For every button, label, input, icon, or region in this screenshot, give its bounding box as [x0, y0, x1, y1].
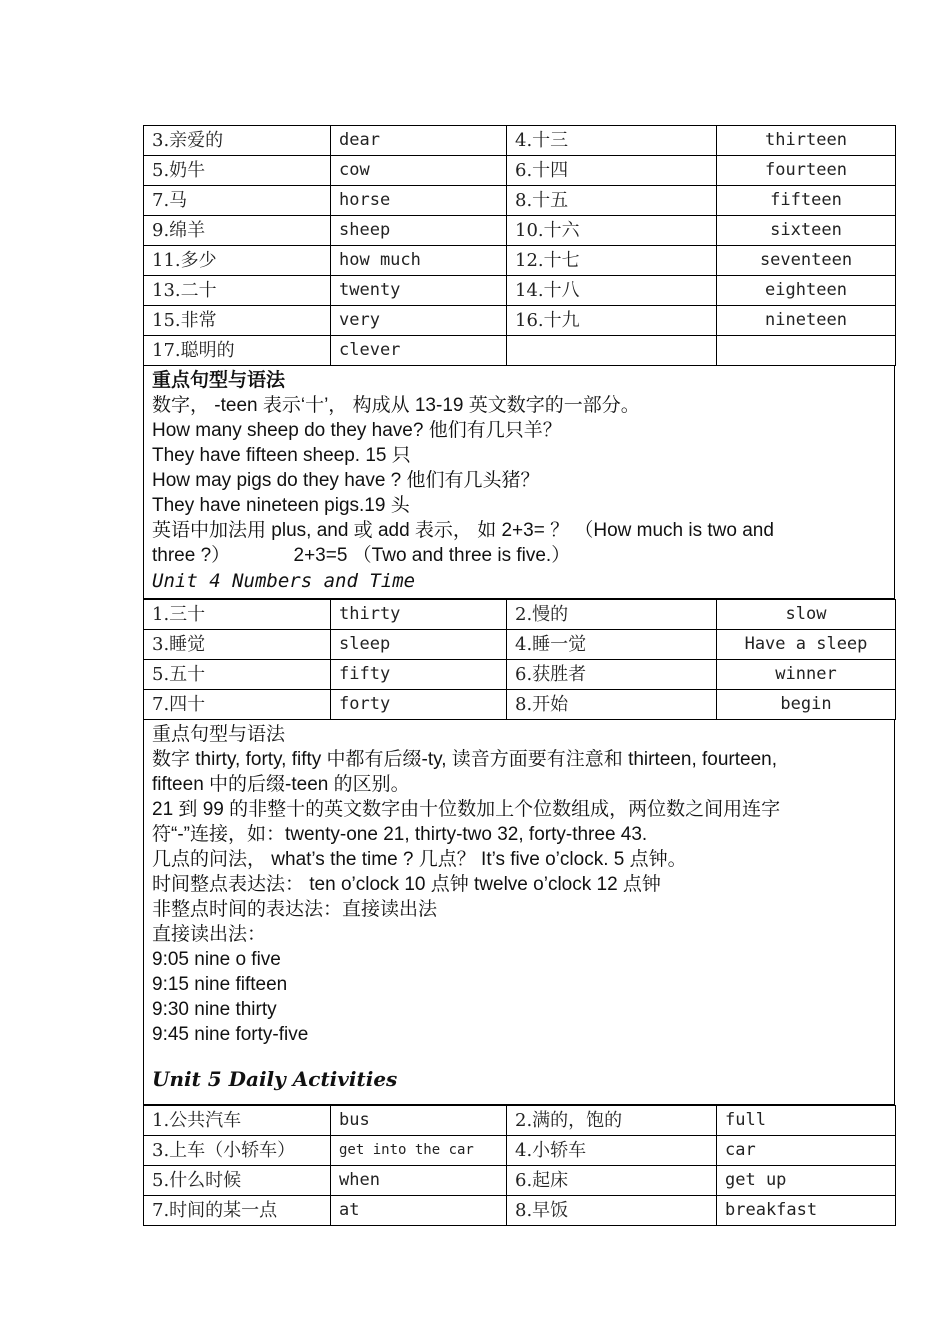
grammar-line: 数字 thirty, forty, fifty 中都有后缀-ty, 读音方面要有注意和 thirteen, fourteen,: [152, 749, 777, 770]
table-row: [144, 306, 896, 336]
chinese-term-cell: 4.睡一觉: [507, 630, 717, 660]
grammar-line: three ?） 2+3=5 （Two and three is five.）: [152, 545, 571, 566]
unit-4-title: Unit 4 Numbers and Time: [152, 570, 416, 592]
grammar-line: 21 到 99 的非整十的英文数字由十位数加上个位数组成，两位数之间用连字: [152, 799, 781, 820]
table-row: [144, 630, 896, 660]
grammar-line: 9:05 nine o five: [152, 949, 281, 970]
grammar-line: 时间整点表达法： ten o’clock 10 点钟 twelve o’clock 12 点钟: [152, 874, 661, 895]
table-row: [144, 660, 896, 690]
english-term-cell: twenty: [331, 276, 507, 306]
chinese-term-cell: 4.小轿车: [507, 1136, 717, 1166]
grammar-line: 符“-”连接，如：twenty-one 21, thirty-two 32, forty-three 43.: [152, 824, 648, 845]
unit-5-title: Unit 5 Daily Activities: [152, 1067, 398, 1091]
chinese-term-cell: 6.十四: [507, 156, 717, 186]
chinese-term-cell: 5.五十: [144, 660, 331, 690]
english-term-cell: nineteen: [717, 306, 896, 336]
english-term-cell: slow: [717, 600, 896, 630]
chinese-term-cell: 7.时间的某一点: [144, 1196, 331, 1226]
grammar-line: 几点的问法， what’s the time ? 几点？ It’s five o’clock. 5 点钟。: [152, 849, 687, 870]
grammar-line: 直接读出法：: [152, 924, 267, 945]
table-row: [144, 186, 896, 216]
chinese-term-cell: 7.四十: [144, 690, 331, 720]
grammar-line: How may pigs do they have ? 他们有几头猪？: [152, 470, 540, 491]
english-term-cell: thirty: [331, 600, 507, 630]
english-term-cell: when: [331, 1166, 507, 1196]
chinese-term-cell: 10.十六: [507, 216, 717, 246]
section-heading: 重点句型与语法: [152, 370, 286, 391]
english-term-cell: dear: [331, 126, 507, 156]
grammar-line: They have fifteen sheep. 15 只: [152, 445, 411, 466]
english-term-cell: full: [717, 1106, 896, 1136]
chinese-term-cell: 4.十三: [507, 126, 717, 156]
grammar-line: fifteen 中的后缀-teen 的区别。: [152, 774, 410, 795]
chinese-term-cell: 6.获胜者: [507, 660, 717, 690]
table-row: [144, 276, 896, 306]
grammar-line: 英语中加法用 plus, and 或 add 表示， 如 2+3= ？ （How much is two and: [152, 520, 774, 541]
table-row: [144, 1196, 896, 1226]
english-term-cell: sheep: [331, 216, 507, 246]
grammar-line: 非整点时间的表达法：直接读出法: [152, 899, 438, 920]
english-term-cell: how much: [331, 246, 507, 276]
english-term-cell: get up: [717, 1166, 896, 1196]
chinese-term-cell: 1.三十: [144, 600, 331, 630]
chinese-term-cell: 5.奶牛: [144, 156, 331, 186]
vocab-table-3: [143, 1105, 896, 1226]
english-term-cell: forty: [331, 690, 507, 720]
table-row: [144, 156, 896, 186]
english-term-cell: [717, 336, 896, 366]
english-term-cell: fifty: [331, 660, 507, 690]
chinese-term-cell: 3.睡觉: [144, 630, 331, 660]
english-term-cell: clever: [331, 336, 507, 366]
grammar-line: 9:15 nine fifteen: [152, 974, 288, 995]
chinese-term-cell: [507, 336, 717, 366]
grammar-section-2: [143, 720, 895, 1105]
document-page: [143, 125, 895, 1226]
grammar-line: They have nineteen pigs.19 头: [152, 495, 410, 516]
english-term-cell: Have a sleep: [717, 630, 896, 660]
chinese-term-cell: 14.十八: [507, 276, 717, 306]
chinese-term-cell: 1.公共汽车: [144, 1106, 331, 1136]
grammar-line: How many sheep do they have? 他们有几只羊？: [152, 420, 562, 441]
table-row: [144, 1136, 896, 1166]
grammar-line: 数字， -teen 表示‘十’， 构成从 13-19 英文数字的一部分。: [152, 395, 640, 416]
table-row: [144, 690, 896, 720]
vocab-table-1: [143, 125, 896, 366]
chinese-term-cell: 16.十九: [507, 306, 717, 336]
english-term-cell: sleep: [331, 630, 507, 660]
english-term-cell: cow: [331, 156, 507, 186]
chinese-term-cell: 9.绵羊: [144, 216, 331, 246]
chinese-term-cell: 12.十七: [507, 246, 717, 276]
chinese-term-cell: 15.非常: [144, 306, 331, 336]
english-term-cell: bus: [331, 1106, 507, 1136]
english-term-cell: fifteen: [717, 186, 896, 216]
grammar-line: 9:45 nine forty-five: [152, 1024, 309, 1045]
chinese-term-cell: 8.十五: [507, 186, 717, 216]
english-term-cell: at: [331, 1196, 507, 1226]
chinese-term-cell: 11.多少: [144, 246, 331, 276]
grammar-line: 9:30 nine thirty: [152, 999, 277, 1020]
chinese-term-cell: 3.亲爱的: [144, 126, 331, 156]
table-row: [144, 1106, 896, 1136]
chinese-term-cell: 3.上车（小轿车）: [144, 1136, 331, 1166]
chinese-term-cell: 6.起床: [507, 1166, 717, 1196]
section-heading: 重点句型与语法: [152, 724, 286, 745]
chinese-term-cell: 5.什么时候: [144, 1166, 331, 1196]
table-row: [144, 216, 896, 246]
english-term-cell: car: [717, 1136, 896, 1166]
english-term-cell: horse: [331, 186, 507, 216]
table-row: [144, 600, 896, 630]
english-term-cell: winner: [717, 660, 896, 690]
chinese-term-cell: 7.马: [144, 186, 331, 216]
table-row: [144, 1166, 896, 1196]
english-term-cell: begin: [717, 690, 896, 720]
chinese-term-cell: 17.聪明的: [144, 336, 331, 366]
english-term-cell: fourteen: [717, 156, 896, 186]
chinese-term-cell: 8.开始: [507, 690, 717, 720]
chinese-term-cell: 2.慢的: [507, 600, 717, 630]
table-row: [144, 126, 896, 156]
english-term-cell: eighteen: [717, 276, 896, 306]
english-term-cell: very: [331, 306, 507, 336]
english-term-cell: thirteen: [717, 126, 896, 156]
chinese-term-cell: 13.二十: [144, 276, 331, 306]
chinese-term-cell: 8.早饭: [507, 1196, 717, 1226]
table-row: [144, 246, 896, 276]
english-term-cell: breakfast: [717, 1196, 896, 1226]
english-term-cell: sixteen: [717, 216, 896, 246]
vocab-table-2: [143, 599, 896, 720]
english-term-cell: get into the car: [331, 1136, 507, 1166]
chinese-term-cell: 2.满的，饱的: [507, 1106, 717, 1136]
english-term-cell: seventeen: [717, 246, 896, 276]
grammar-section-1: [143, 366, 895, 599]
table-row: [144, 336, 896, 366]
